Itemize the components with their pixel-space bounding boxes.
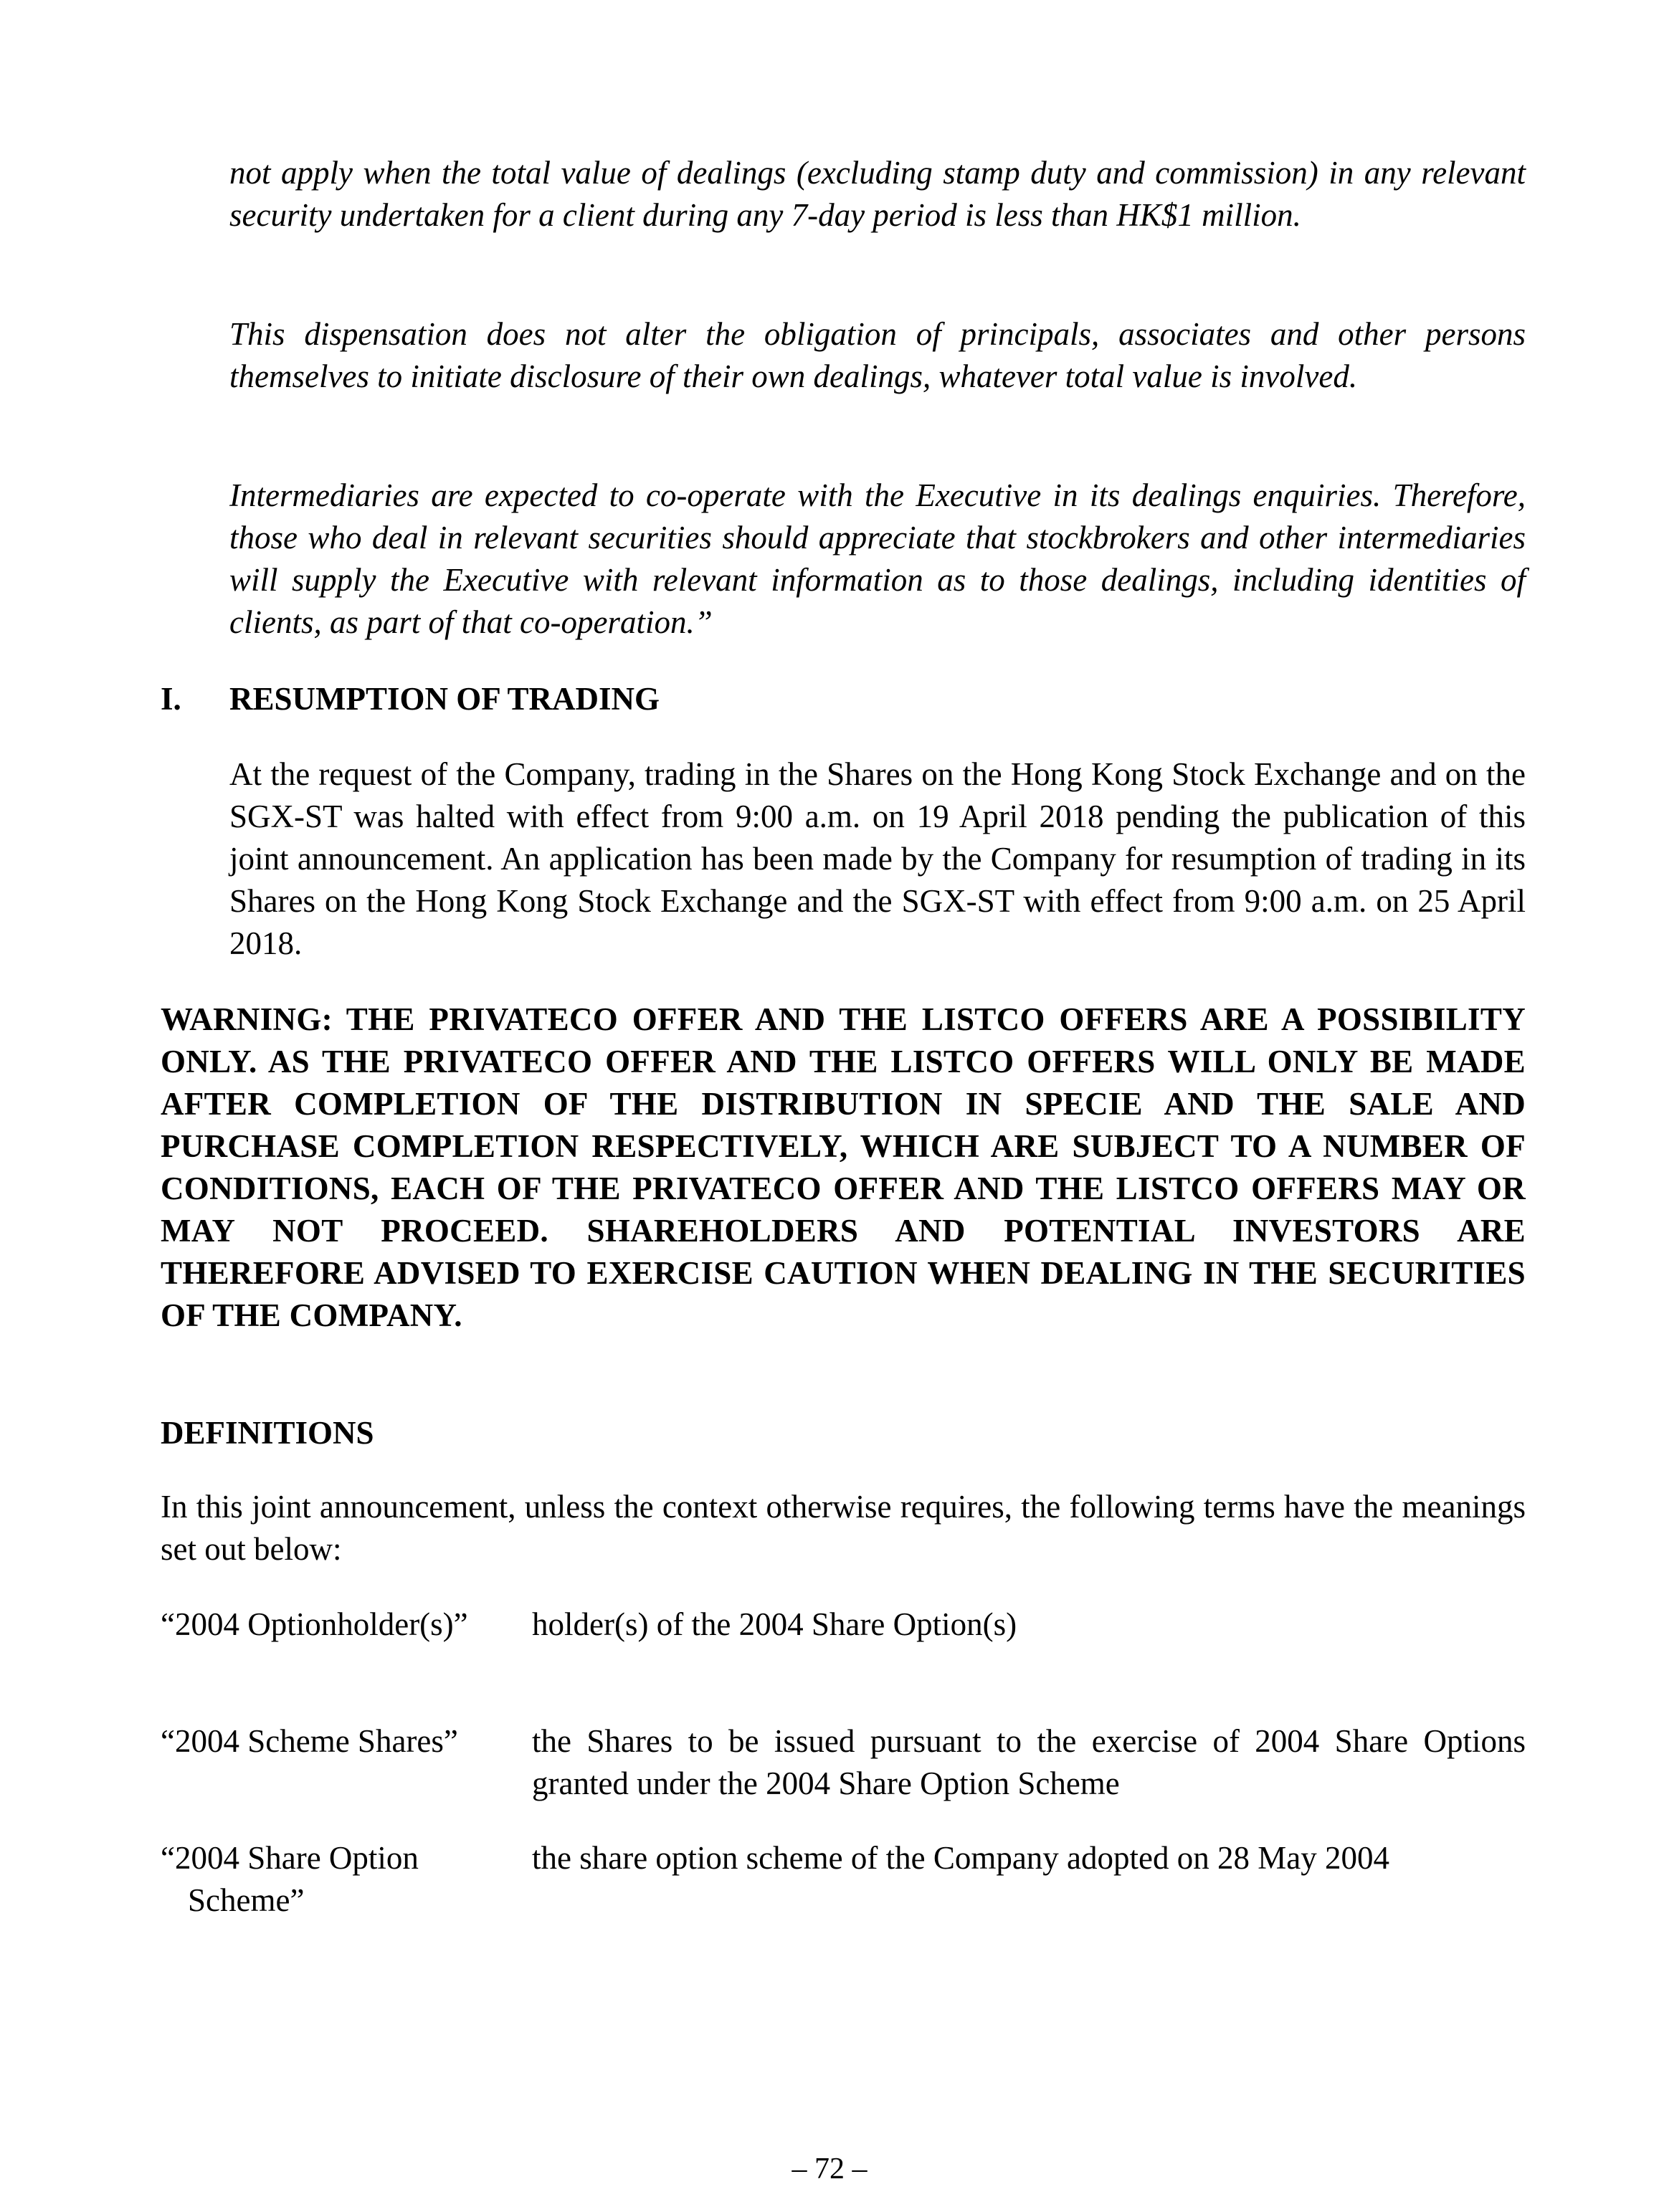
- section-number: I.: [161, 681, 181, 717]
- definition-text: holder(s) of the 2004 Share Option(s): [532, 1606, 1017, 1642]
- definition-term: “2004 Optionholder(s)”: [161, 1606, 468, 1642]
- quoted-paragraph-dispensation: This dispensation does not alter the obligation of principals, associates and other persons themselves to initiate disclosure of their own dealings, whatever total value is involved.: [229, 316, 1526, 394]
- definition-text: the share option scheme of the Company adopted on 28 May 2004: [532, 1840, 1389, 1876]
- definition-term: “2004 Scheme Shares”: [161, 1723, 458, 1759]
- resumption-paragraph: At the request of the Company, trading in the Shares on the Hong Kong Stock Exchange and on the SGX-ST was halted with effect from 9:00 a.m. on 19 April 2018 pending the publication of this joint announcement. An application has been made by the Company for resumption of trading in its Shares on the Hong Kong Stock Exchange and the SGX-ST with effect from 9:00 a.m. on 25 April 2018.: [229, 756, 1526, 961]
- page-number: – 72 –: [792, 2153, 867, 2185]
- section-title: RESUMPTION OF TRADING: [229, 681, 660, 717]
- warning-paragraph: WARNING: THE PRIVATECO OFFER AND THE LISTCO OFFERS ARE A POSSIBILITY ONLY. AS THE PRIVATECO OFFER AND THE LISTCO OFFERS WILL ONLY BE MADE AFTER COMPLETION OF THE DISTRIBUTION IN SPECIE AND THE SALE AND PURCHASE COMPLETION RESPECTIVELY, WHICH ARE SUBJECT TO A NUMBER OF CONDITIONS, EACH OF THE PRIVATECO OFFER AND THE LISTCO OFFERS MAY OR MAY NOT PROCEED. SHAREHOLDERS AND POTENTIAL INVESTORS ARE THEREFORE ADVISED TO EXERCISE CAUTION WHEN DEALING IN THE SECURITIES OF THE COMPANY.: [161, 1001, 1526, 1333]
- definition-term: “2004 Share Option Scheme”: [161, 1840, 419, 1918]
- definition-text: the Shares to be issued pursuant to the exercise of 2004 Share Options granted under the 2004 Share Option Scheme: [532, 1723, 1526, 1801]
- definitions-intro: In this joint announcement, unless the context otherwise requires, the following terms have the meanings set out below:: [161, 1489, 1526, 1567]
- quoted-paragraph-dealings-threshold: not apply when the total value of dealings (excluding stamp duty and commission) in any relevant security undertaken for a client during any 7-day period is less than HK$1 million.: [229, 155, 1526, 233]
- quoted-paragraph-intermediaries: Intermediaries are expected to co-operate with the Executive in its dealings enquiries. Therefore, those who deal in relevant securities should appreciate that stockbrokers and other intermediaries will supply the Executive with relevant information as to those dealings, including identities of clients, as part of that co-operation.”: [229, 477, 1526, 640]
- definitions-heading: DEFINITIONS: [161, 1415, 374, 1451]
